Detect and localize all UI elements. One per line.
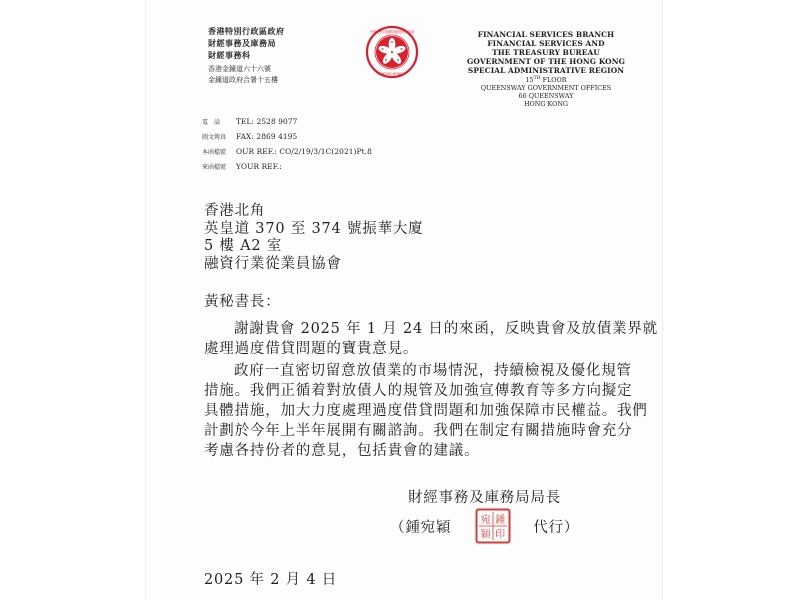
- floor-ordinal: TH: [533, 76, 541, 81]
- letterhead-en-floor: [446, 75, 646, 84]
- letterhead-en-line-4: GOVERNMENT OF THE HONG KONG: [467, 57, 625, 66]
- ref-value-our-ref: OUR REF.: CO/2/19/3/1C(2021)Pt.8: [236, 147, 372, 156]
- letterhead-gov-cn: 香港特別行政區政府: [208, 27, 285, 36]
- letterhead-office-cn: 金鐘道政府合署十五樓: [208, 76, 278, 84]
- signatory-role: 代行: [533, 519, 564, 536]
- paragraph-2-line-4: 計劃於今年上半年展開有關諮詢。我們在制定有關措施時會充分: [204, 423, 633, 439]
- letterhead-floor-cn: 香港金鐘道六十六號: [208, 65, 271, 73]
- ref-row-tel: [202, 114, 422, 129]
- letterhead-en-office: QUEENSWAY GOVERNMENT OFFICES: [480, 84, 612, 93]
- paragraph-2-line-1: 政府一直密切留意放債業的市場情況，持續檢視及優化規管: [234, 363, 632, 379]
- paragraph-1: [204, 319, 658, 359]
- reference-block: [202, 114, 422, 174]
- ref-row-your-ref: [202, 159, 422, 174]
- letterhead-en-line-1: FINANCIAL SERVICES BRANCH: [477, 30, 615, 39]
- address-line-3: 5 樓 A2 室: [204, 238, 283, 254]
- paragraph-2-line-3: 具體措施，加大力度處理過度借貸問題和加強保障市民權益。我們: [204, 403, 648, 419]
- ref-value-your-ref: YOUR REF.:: [236, 162, 282, 171]
- ref-value-fax: FAX: 2869 4195: [236, 132, 298, 141]
- ref-label-tel: 電 話: [202, 119, 221, 126]
- letterhead-branch-cn: 財經事務科: [208, 51, 251, 60]
- letterhead-en-line-2: FINANCIAL SERVICES AND: [487, 39, 605, 48]
- ref-row-fax: [202, 129, 422, 144]
- signature-open-paren: （: [390, 519, 406, 536]
- address-line-2: 英皇道 370 至 374 號振華大廈: [204, 220, 424, 237]
- recipient-address: [204, 203, 424, 273]
- letterhead-en-city: HONG KONG: [523, 100, 569, 109]
- ref-value-tel: TEL: 2528 9077: [236, 117, 298, 126]
- ref-label-your-ref: 來函檔號: [202, 164, 227, 171]
- signature-close-paren: ）: [563, 519, 580, 536]
- seal-char-3: 穎: [480, 529, 492, 541]
- address-line-1: 香港北角: [204, 203, 266, 219]
- signature-block: [390, 508, 579, 544]
- paragraph-2: [204, 361, 648, 461]
- letterhead-chinese: [208, 26, 348, 86]
- signatory-title: 財經事務及庫務局局長: [408, 490, 561, 506]
- ref-label-our-ref: 本函檔號: [202, 149, 227, 156]
- letter-date: 2025 年 2 月 4 日: [204, 572, 338, 588]
- letterhead-bureau-cn: 財經事務及庫務局: [208, 39, 276, 48]
- seal-char-2: 鍾: [495, 515, 507, 526]
- paragraph-2-line-5: 考慮各持份者的意見，包括貴會的建議。: [204, 443, 480, 459]
- seal-char-4: 印: [495, 529, 507, 541]
- emblem-svg: [364, 24, 420, 84]
- signatory-name: 鍾宛穎: [405, 519, 452, 536]
- seal-char-1: 宛: [480, 515, 492, 526]
- letterhead-en-line-5: SPECIAL ADMINISTRATIVE REGION: [467, 66, 625, 75]
- emblem-ring-text-bottom: HONG KONG: [380, 72, 404, 76]
- address-line-4: 融資行業從業員協會: [204, 255, 342, 272]
- paragraph-2-line-2: 措施。我們正循着對放債人的規管及加強宣傳教育等多方向擬定: [204, 383, 633, 399]
- letterhead-en-street: 66 QUEENSWAY: [518, 92, 574, 101]
- emblem-ring-text-top: 中華人民共和國香港特別行政區: [369, 30, 415, 34]
- bauhinia-emblem-icon: [364, 24, 420, 84]
- letter-paper: [146, 0, 662, 600]
- letterhead-en-line-3: THE TREASURY BUREAU: [492, 48, 600, 57]
- paragraph-1-line-1: 謝謝貴會 2025 年 1 月 24 日的來函，反映貴會及放債業界就: [234, 321, 658, 337]
- personal-seal-icon: [475, 508, 511, 544]
- floor-label: FLOOR: [540, 76, 567, 85]
- letterhead-english: [446, 30, 646, 108]
- paragraph-1-line-2: 處理過度借貸問題的寶貴意見。: [204, 341, 419, 357]
- ref-row-our-ref: [202, 144, 422, 159]
- floor-number: 15: [525, 76, 534, 85]
- salutation: 黃秘書長：: [204, 294, 281, 310]
- ref-label-fax: 圖文傳真: [202, 134, 227, 141]
